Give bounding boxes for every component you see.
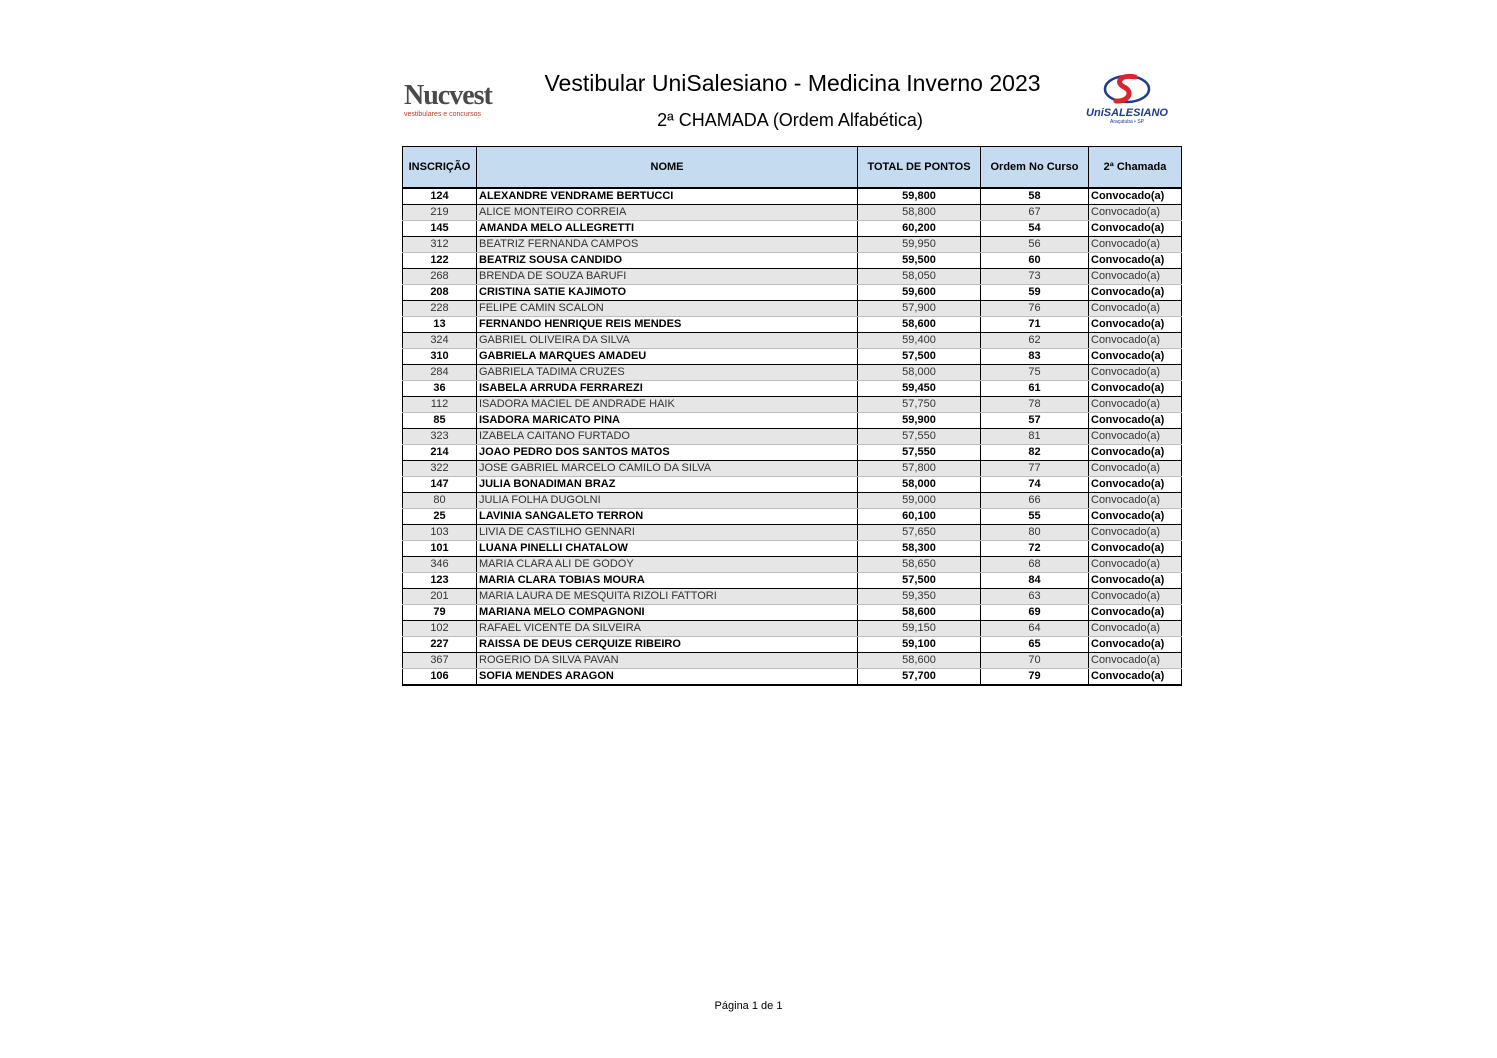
cell-total-pontos: 57,900 bbox=[858, 301, 981, 317]
table-row bbox=[403, 301, 1182, 317]
cell-segunda-chamada: Convocado(a) bbox=[1089, 188, 1182, 205]
cell-inscricao: 312 bbox=[403, 237, 477, 253]
cell-total-pontos: 57,750 bbox=[858, 397, 981, 413]
cell-ordem-curso: 64 bbox=[981, 621, 1089, 637]
cell-total-pontos: 58,300 bbox=[858, 541, 981, 557]
cell-nome: MARIA LAURA DE MESQUITA RIZOLI FATTORI bbox=[477, 589, 858, 605]
cell-segunda-chamada: Convocado(a) bbox=[1089, 573, 1182, 589]
cell-nome: ALEXANDRE VENDRAME BERTUCCI bbox=[477, 188, 858, 205]
cell-total-pontos: 57,500 bbox=[858, 349, 981, 365]
cell-segunda-chamada: Convocado(a) bbox=[1089, 541, 1182, 557]
cell-segunda-chamada: Convocado(a) bbox=[1089, 477, 1182, 493]
table-row bbox=[403, 605, 1182, 621]
cell-ordem-curso: 81 bbox=[981, 429, 1089, 445]
table-row bbox=[403, 669, 1182, 686]
cell-ordem-curso: 74 bbox=[981, 477, 1089, 493]
cell-nome: MARIA CLARA ALI DE GODOY bbox=[477, 557, 858, 573]
table-row bbox=[403, 445, 1182, 461]
page-title: Vestibular UniSalesiano - Medicina Inverno 2023 bbox=[544, 70, 1041, 96]
cell-nome: GABRIELA TADIMA CRUZES bbox=[477, 365, 858, 381]
cell-inscricao: 208 bbox=[403, 285, 477, 301]
cell-total-pontos: 58,600 bbox=[858, 653, 981, 669]
cell-nome: JULIA FOLHA DUGOLNI bbox=[477, 493, 858, 509]
cell-nome: ALICE MONTEIRO CORREIA bbox=[477, 205, 858, 221]
cell-ordem-curso: 63 bbox=[981, 589, 1089, 605]
cell-inscricao: 122 bbox=[403, 253, 477, 269]
table-body bbox=[403, 188, 1182, 685]
cell-inscricao: 310 bbox=[403, 349, 477, 365]
table-row bbox=[403, 413, 1182, 429]
cell-inscricao: 201 bbox=[403, 589, 477, 605]
cell-inscricao: 284 bbox=[403, 365, 477, 381]
cell-total-pontos: 58,050 bbox=[858, 269, 981, 285]
cell-ordem-curso: 66 bbox=[981, 493, 1089, 509]
unisalesiano-emblem-icon bbox=[1102, 72, 1152, 106]
table-row bbox=[403, 621, 1182, 637]
unisalesiano-logo-name: UniSALESIANO bbox=[1086, 107, 1168, 119]
cell-ordem-curso: 76 bbox=[981, 301, 1089, 317]
cell-total-pontos: 59,900 bbox=[858, 413, 981, 429]
cell-ordem-curso: 56 bbox=[981, 237, 1089, 253]
cell-nome: LIVIA DE CASTILHO GENNARI bbox=[477, 525, 858, 541]
table-row bbox=[403, 541, 1182, 557]
table-row bbox=[403, 253, 1182, 269]
cell-nome: AMANDA MELO ALLEGRETTI bbox=[477, 221, 858, 237]
table-row bbox=[403, 381, 1182, 397]
cell-nome: MARIANA MELO COMPAGNONI bbox=[477, 605, 858, 621]
cell-nome: SOFIA MENDES ARAGON bbox=[477, 669, 858, 686]
cell-inscricao: 25 bbox=[403, 509, 477, 525]
table-row bbox=[403, 365, 1182, 381]
cell-segunda-chamada: Convocado(a) bbox=[1089, 237, 1182, 253]
table-row bbox=[403, 589, 1182, 605]
cell-inscricao: 322 bbox=[403, 461, 477, 477]
cell-ordem-curso: 58 bbox=[981, 188, 1089, 205]
cell-inscricao: 36 bbox=[403, 381, 477, 397]
cell-inscricao: 80 bbox=[403, 493, 477, 509]
cell-inscricao: 367 bbox=[403, 653, 477, 669]
cell-ordem-curso: 72 bbox=[981, 541, 1089, 557]
cell-inscricao: 324 bbox=[403, 333, 477, 349]
cell-segunda-chamada: Convocado(a) bbox=[1089, 557, 1182, 573]
cell-total-pontos: 57,500 bbox=[858, 573, 981, 589]
table-row bbox=[403, 477, 1182, 493]
cell-segunda-chamada: Convocado(a) bbox=[1089, 381, 1182, 397]
cell-segunda-chamada: Convocado(a) bbox=[1089, 205, 1182, 221]
cell-ordem-curso: 59 bbox=[981, 285, 1089, 301]
cell-inscricao: 228 bbox=[403, 301, 477, 317]
cell-ordem-curso: 75 bbox=[981, 365, 1089, 381]
cell-inscricao: 219 bbox=[403, 205, 477, 221]
cell-segunda-chamada: Convocado(a) bbox=[1089, 349, 1182, 365]
cell-segunda-chamada: Convocado(a) bbox=[1089, 285, 1182, 301]
cell-segunda-chamada: Convocado(a) bbox=[1089, 301, 1182, 317]
cell-nome: GABRIELA MARQUES AMADEU bbox=[477, 349, 858, 365]
table-row bbox=[403, 221, 1182, 237]
cell-ordem-curso: 60 bbox=[981, 253, 1089, 269]
column-header-inscricao: INSCRIÇÃO bbox=[403, 147, 477, 189]
cell-segunda-chamada: Convocado(a) bbox=[1089, 317, 1182, 333]
cell-segunda-chamada: Convocado(a) bbox=[1089, 525, 1182, 541]
cell-ordem-curso: 55 bbox=[981, 509, 1089, 525]
cell-inscricao: 147 bbox=[403, 477, 477, 493]
table-row bbox=[403, 461, 1182, 477]
cell-nome: ROGERIO DA SILVA PAVAN bbox=[477, 653, 858, 669]
nucvest-logo-tagline: vestibulares e concursos bbox=[404, 111, 482, 118]
cell-inscricao: 145 bbox=[403, 221, 477, 237]
cell-segunda-chamada: Convocado(a) bbox=[1089, 333, 1182, 349]
cell-nome: FERNANDO HENRIQUE REIS MENDES bbox=[477, 317, 858, 333]
cell-total-pontos: 59,000 bbox=[858, 493, 981, 509]
cell-nome: MARIA CLARA TOBIAS MOURA bbox=[477, 573, 858, 589]
column-header-nome: NOME bbox=[477, 147, 858, 189]
cell-nome: LAVINIA SANGALETO TERRON bbox=[477, 509, 858, 525]
cell-inscricao: 346 bbox=[403, 557, 477, 573]
cell-inscricao: 123 bbox=[403, 573, 477, 589]
cell-nome: ISABELA ARRUDA FERRAREZI bbox=[477, 381, 858, 397]
cell-segunda-chamada: Convocado(a) bbox=[1089, 621, 1182, 637]
cell-nome: IZABELA CAITANO FURTADO bbox=[477, 429, 858, 445]
cell-total-pontos: 58,650 bbox=[858, 557, 981, 573]
cell-inscricao: 103 bbox=[403, 525, 477, 541]
cell-segunda-chamada: Convocado(a) bbox=[1089, 589, 1182, 605]
cell-total-pontos: 59,350 bbox=[858, 589, 981, 605]
cell-ordem-curso: 61 bbox=[981, 381, 1089, 397]
column-header-segunda-chamada: 2ª Chamada bbox=[1089, 147, 1182, 189]
table-row bbox=[403, 349, 1182, 365]
cell-nome: RAISSA DE DEUS CERQUIZE RIBEIRO bbox=[477, 637, 858, 653]
cell-segunda-chamada: Convocado(a) bbox=[1089, 493, 1182, 509]
table-row bbox=[403, 525, 1182, 541]
cell-total-pontos: 57,650 bbox=[858, 525, 981, 541]
cell-nome: JOAO PEDRO DOS SANTOS MATOS bbox=[477, 445, 858, 461]
table-row bbox=[403, 397, 1182, 413]
cell-segunda-chamada: Convocado(a) bbox=[1089, 269, 1182, 285]
column-header-total-pontos: TOTAL DE PONTOS bbox=[858, 147, 981, 189]
cell-inscricao: 268 bbox=[403, 269, 477, 285]
cell-total-pontos: 58,600 bbox=[858, 317, 981, 333]
cell-segunda-chamada: Convocado(a) bbox=[1089, 429, 1182, 445]
cell-ordem-curso: 62 bbox=[981, 333, 1089, 349]
cell-inscricao: 102 bbox=[403, 621, 477, 637]
cell-ordem-curso: 77 bbox=[981, 461, 1089, 477]
cell-inscricao: 323 bbox=[403, 429, 477, 445]
cell-segunda-chamada: Convocado(a) bbox=[1089, 221, 1182, 237]
cell-ordem-curso: 73 bbox=[981, 269, 1089, 285]
cell-ordem-curso: 70 bbox=[981, 653, 1089, 669]
cell-total-pontos: 59,800 bbox=[858, 188, 981, 205]
unisalesiano-logo bbox=[1082, 72, 1172, 128]
table-row bbox=[403, 205, 1182, 221]
cell-ordem-curso: 82 bbox=[981, 445, 1089, 461]
cell-inscricao: 101 bbox=[403, 541, 477, 557]
cell-segunda-chamada: Convocado(a) bbox=[1089, 669, 1182, 686]
cell-nome: CRISTINA SATIE KAJIMOTO bbox=[477, 285, 858, 301]
cell-inscricao: 106 bbox=[403, 669, 477, 686]
cell-inscricao: 85 bbox=[403, 413, 477, 429]
table-row bbox=[403, 237, 1182, 253]
cell-nome: FELIPE CAMIN SCALON bbox=[477, 301, 858, 317]
table-row bbox=[403, 493, 1182, 509]
cell-ordem-curso: 79 bbox=[981, 669, 1089, 686]
cell-segunda-chamada: Convocado(a) bbox=[1089, 445, 1182, 461]
cell-segunda-chamada: Convocado(a) bbox=[1089, 605, 1182, 621]
table-row bbox=[403, 188, 1182, 205]
table-row bbox=[403, 509, 1182, 525]
cell-total-pontos: 57,550 bbox=[858, 445, 981, 461]
page-subtitle: 2ª CHAMADA (Ordem Alfabética) bbox=[657, 110, 923, 130]
table-row bbox=[403, 285, 1182, 301]
cell-ordem-curso: 71 bbox=[981, 317, 1089, 333]
table-row bbox=[403, 333, 1182, 349]
cell-total-pontos: 58,000 bbox=[858, 477, 981, 493]
table-row bbox=[403, 269, 1182, 285]
cell-total-pontos: 60,100 bbox=[858, 509, 981, 525]
cell-total-pontos: 59,400 bbox=[858, 333, 981, 349]
results-table bbox=[402, 146, 1182, 686]
cell-segunda-chamada: Convocado(a) bbox=[1089, 653, 1182, 669]
cell-inscricao: 13 bbox=[403, 317, 477, 333]
cell-nome: JULIA BONADIMAN BRAZ bbox=[477, 477, 858, 493]
cell-ordem-curso: 69 bbox=[981, 605, 1089, 621]
table-header-row bbox=[403, 147, 1182, 189]
cell-total-pontos: 57,550 bbox=[858, 429, 981, 445]
cell-nome: BEATRIZ FERNANDA CAMPOS bbox=[477, 237, 858, 253]
cell-ordem-curso: 57 bbox=[981, 413, 1089, 429]
table-row bbox=[403, 429, 1182, 445]
cell-total-pontos: 57,800 bbox=[858, 461, 981, 477]
column-header-ordem-curso: Ordem No Curso bbox=[981, 147, 1089, 189]
cell-ordem-curso: 78 bbox=[981, 397, 1089, 413]
table-row bbox=[403, 317, 1182, 333]
cell-nome: BEATRIZ SOUSA CANDIDO bbox=[477, 253, 858, 269]
table-row bbox=[403, 653, 1182, 669]
nucvest-logo bbox=[404, 82, 504, 122]
cell-ordem-curso: 80 bbox=[981, 525, 1089, 541]
cell-nome: LUANA PINELLI CHATALOW bbox=[477, 541, 858, 557]
cell-nome: JOSE GABRIEL MARCELO CAMILO DA SILVA bbox=[477, 461, 858, 477]
cell-inscricao: 124 bbox=[403, 188, 477, 205]
cell-nome: BRENDA DE SOUZA BARUFI bbox=[477, 269, 858, 285]
cell-total-pontos: 59,950 bbox=[858, 237, 981, 253]
cell-total-pontos: 59,500 bbox=[858, 253, 981, 269]
cell-inscricao: 214 bbox=[403, 445, 477, 461]
table-row bbox=[403, 557, 1182, 573]
cell-segunda-chamada: Convocado(a) bbox=[1089, 397, 1182, 413]
cell-ordem-curso: 84 bbox=[981, 573, 1089, 589]
cell-ordem-curso: 54 bbox=[981, 221, 1089, 237]
cell-total-pontos: 60,200 bbox=[858, 221, 981, 237]
cell-segunda-chamada: Convocado(a) bbox=[1089, 509, 1182, 525]
cell-total-pontos: 59,600 bbox=[858, 285, 981, 301]
unisalesiano-logo-city: Araçatuba • SP bbox=[1110, 119, 1144, 125]
nucvest-logo-brand: Nucvest bbox=[404, 80, 492, 111]
cell-ordem-curso: 65 bbox=[981, 637, 1089, 653]
cell-nome: ISADORA MACIEL DE ANDRADE HAIK bbox=[477, 397, 858, 413]
cell-ordem-curso: 68 bbox=[981, 557, 1089, 573]
table-row bbox=[403, 637, 1182, 653]
cell-segunda-chamada: Convocado(a) bbox=[1089, 461, 1182, 477]
cell-nome: GABRIEL OLIVEIRA DA SILVA bbox=[477, 333, 858, 349]
cell-total-pontos: 58,000 bbox=[858, 365, 981, 381]
cell-segunda-chamada: Convocado(a) bbox=[1089, 637, 1182, 653]
cell-nome: ISADORA MARICATO PINA bbox=[477, 413, 858, 429]
cell-segunda-chamada: Convocado(a) bbox=[1089, 253, 1182, 269]
cell-inscricao: 227 bbox=[403, 637, 477, 653]
cell-total-pontos: 57,700 bbox=[858, 669, 981, 686]
cell-ordem-curso: 83 bbox=[981, 349, 1089, 365]
table-row bbox=[403, 573, 1182, 589]
cell-total-pontos: 58,600 bbox=[858, 605, 981, 621]
cell-inscricao: 112 bbox=[403, 397, 477, 413]
cell-total-pontos: 58,800 bbox=[858, 205, 981, 221]
cell-total-pontos: 59,100 bbox=[858, 637, 981, 653]
cell-inscricao: 79 bbox=[403, 605, 477, 621]
cell-ordem-curso: 67 bbox=[981, 205, 1089, 221]
cell-segunda-chamada: Convocado(a) bbox=[1089, 413, 1182, 429]
cell-nome: RAFAEL VICENTE DA SILVEIRA bbox=[477, 621, 858, 637]
cell-total-pontos: 59,150 bbox=[858, 621, 981, 637]
cell-total-pontos: 59,450 bbox=[858, 381, 981, 397]
page-number: Página 1 de 1 bbox=[714, 1000, 783, 1012]
cell-segunda-chamada: Convocado(a) bbox=[1089, 365, 1182, 381]
